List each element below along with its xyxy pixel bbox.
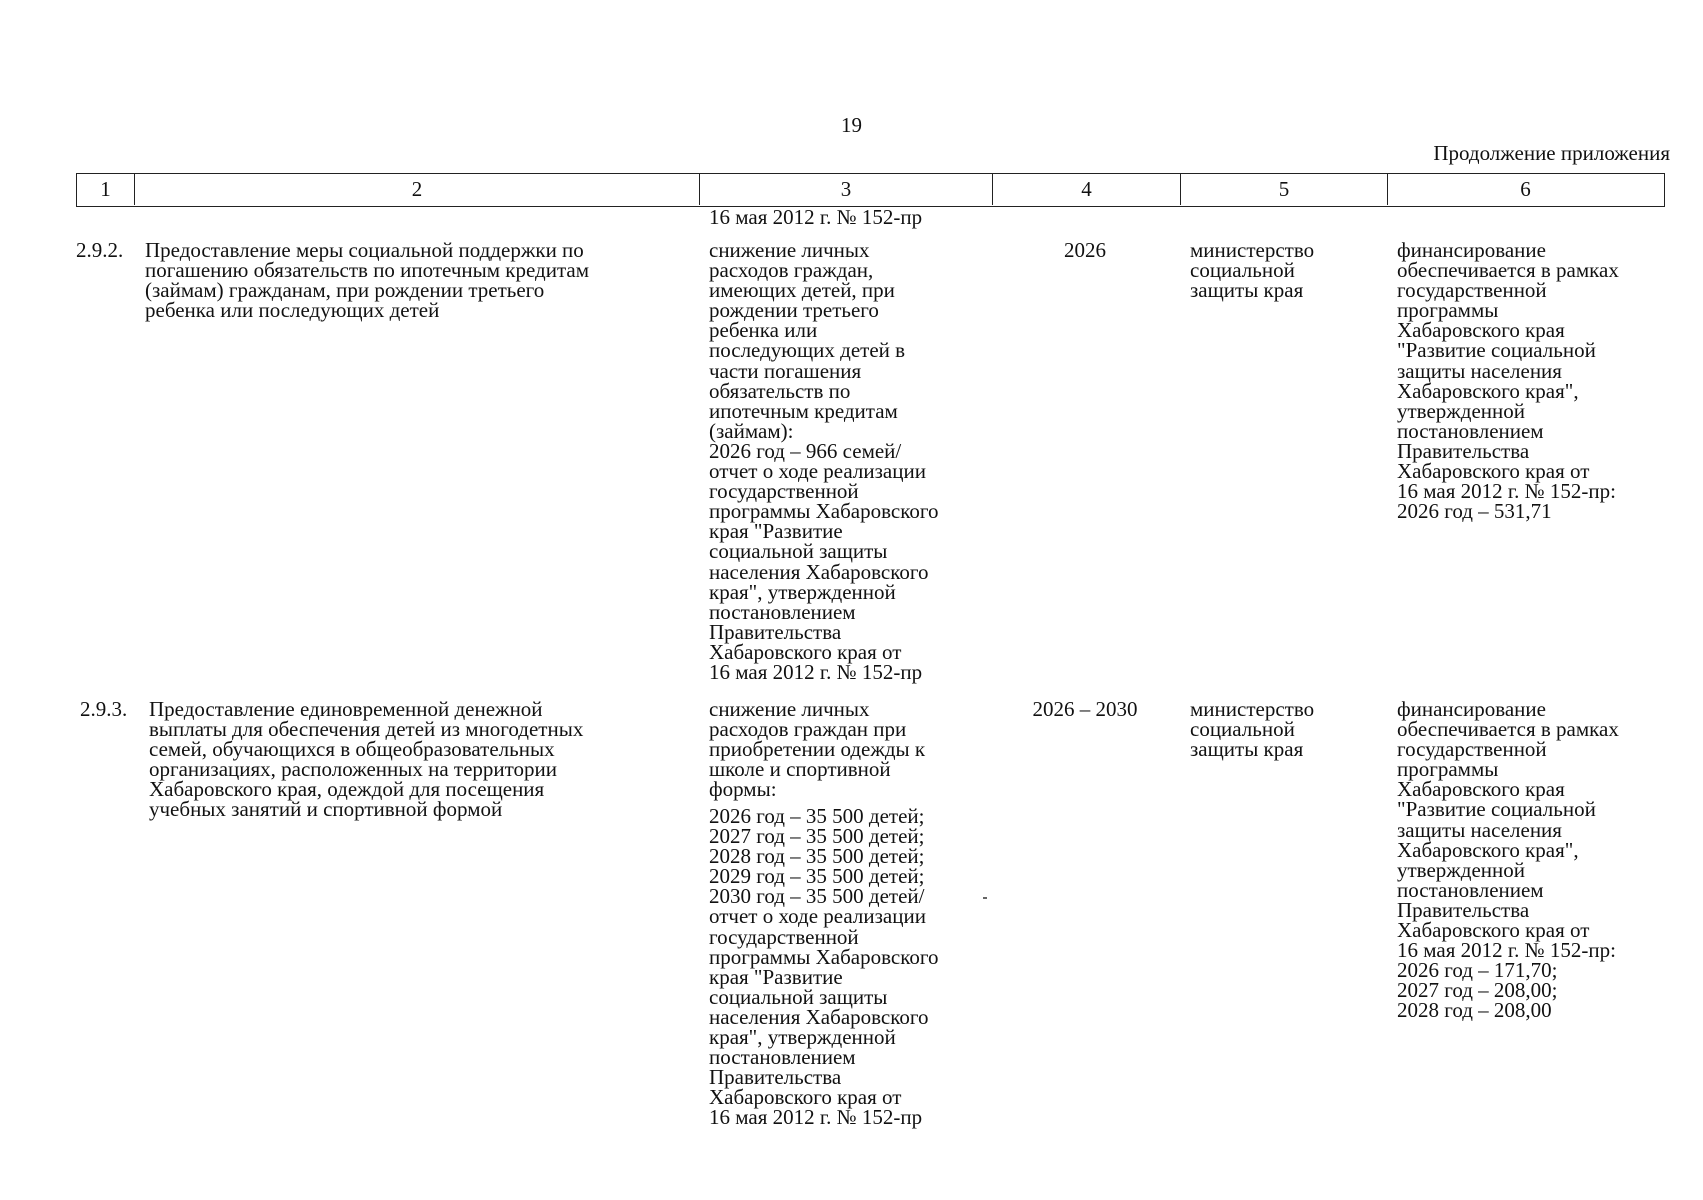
financing: финансирование обеспечивается в рамках государственной программы Хабаровского края "Развитие социальной защиты населения Хабаровского края", утвержденной постановлением Правительства Хабаровского края от 16 мая 2012 г. № 152-пр: 2026 год – 171,70; 2027 год – 208,00; 2028 год – 208,00 [1397,697,1619,1023]
measure-text: Предоставление меры социальной поддержки по погашению обязательств по ипотечным кредитам (займам) гражданам, при рождении третьего ребенка или последующих детей [145,238,590,323]
stray-mark [983,897,987,899]
header-col-5: 5 [1180,174,1387,205]
period: 2026 [1064,238,1106,262]
expected-result: снижение личных расходов граждан, имеющих детей, при рождении третьего ребенка или последующих детей в части погашения обязательств по ипотечным кредитам (займам): 2026 год – 966 семей/ отчет о ходе реализации государственной программы Хабаровского края "Развитие социальной защиты населения Хабаровского края", утвержденной постановлением Правительства Хабаровского края от 16 мая 2012 г. № 152-пр [709,238,939,684]
row-number: 2.9.3. [80,697,128,721]
executor: министерство социальной защиты края [1190,697,1315,762]
header-col-4: 4 [992,174,1180,205]
period: 2026 – 2030 [1032,697,1138,721]
financing: финансирование обеспечивается в рамках государственной программы Хабаровского края "Развитие социальной защиты населения Хабаровского края", утвержденной постановлением Правительства Хабаровского края от 16 мая 2012 г. № 152-пр: 2026 год – 531,71 [1397,238,1619,524]
page-number: 19 [841,113,862,137]
header-col-1: 1 [100,177,111,201]
row-number: 2.9.2. [76,238,124,262]
header-col-2: 2 [134,174,699,205]
header-col-6: 6 [1387,174,1663,205]
header-col-3: 3 [699,174,992,205]
table-header [76,173,1665,207]
executor: министерство социальной защиты края [1190,238,1315,303]
measure-text: Предоставление единовременной денежной выплаты для обеспечения детей из многодетных семей, обучающихся в общеобразовательных организациях, расположенных на территории Хабаровского края, одеждой для посещения учебных занятий и спортивной формой [149,697,584,822]
expected-result-intro: снижение личных расходов граждан при приобретении одежды к школе и спортивной формы: [709,697,926,802]
expected-result: 2026 год – 35 500 детей; 2027 год – 35 500 детей; 2028 год – 35 500 детей; 2029 год – 35 500 детей; 2030 год – 35 500 детей/ отчет о ходе реализации государственной программы Хабаровского края "Развитие социальной защиты населения Хабаровского края", утвержденной постановлением Правительства Хабаровского края от 16 мая 2012 г. № 152-пр [709,804,939,1130]
continuation-note: Продолжение приложения [1433,141,1670,165]
carryover-text: 16 мая 2012 г. № 152-пр [709,205,923,229]
